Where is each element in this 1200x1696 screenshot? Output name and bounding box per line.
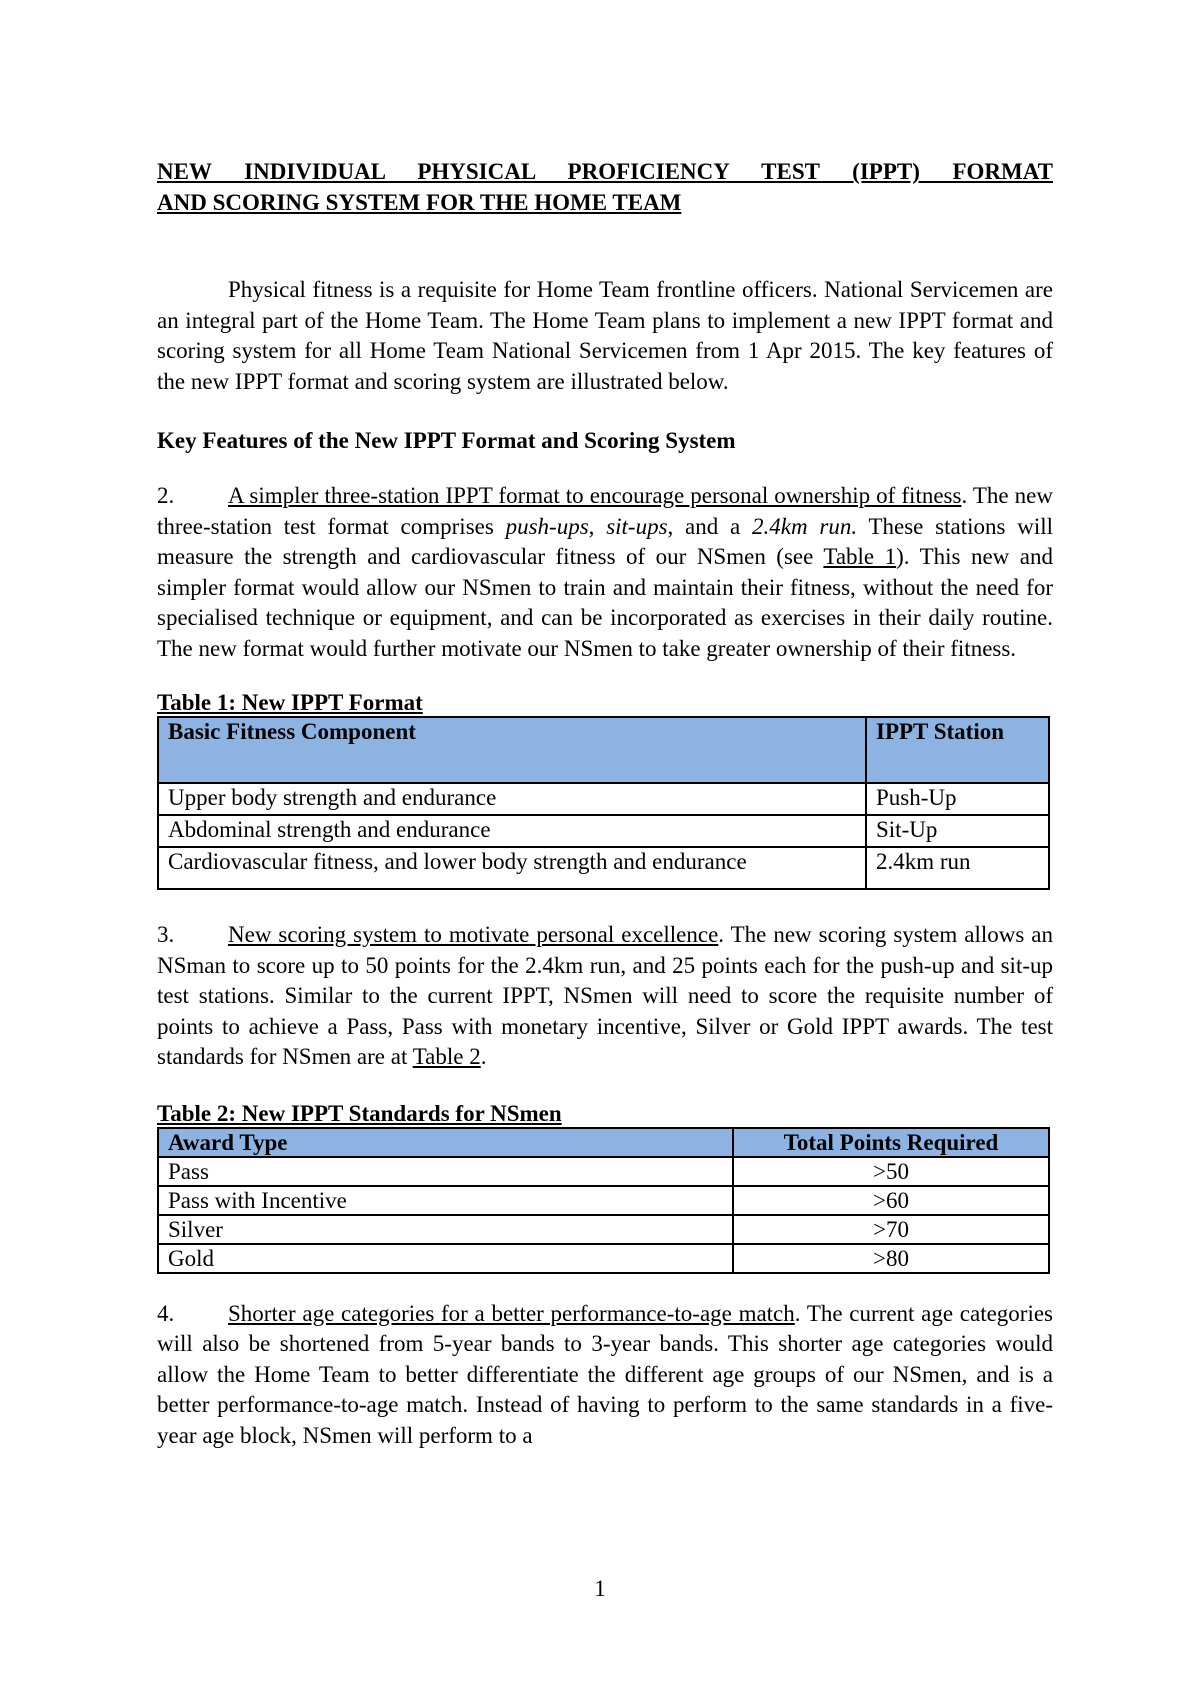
table-1-reference-link[interactable]: Table 1 (823, 544, 897, 569)
table-row (158, 815, 1049, 847)
table-header-row (158, 717, 1049, 783)
ippt-format-table (157, 716, 1050, 890)
table-header-row (158, 1128, 1049, 1157)
table-cell: Gold (158, 1244, 733, 1273)
title-line-1: NEW INDIVIDUAL PHYSICAL PROFICIENCY TEST (IPPT) FORMAT (157, 159, 1053, 184)
table-cell: >70 (733, 1215, 1049, 1244)
table-row (158, 1244, 1049, 1273)
paragraph-lead: New scoring system to motivate personal excellence (228, 922, 719, 947)
table-cell: >80 (733, 1244, 1049, 1273)
table-row (158, 1215, 1049, 1244)
table-header-cell: IPPT Station (866, 717, 1049, 783)
table-2-caption: Table 2: New IPPT Standards for NSmen (157, 1100, 562, 1126)
intro-paragraph: Physical fitness is a requisite for Home Team frontline officers. National Servicemen are an integral part of the Home Team. The Home Team plans to implement a new IPPT format and scoring system for all Home Team National Servicemen from 1 Apr 2015. The key features of the new IPPT format and scoring system are illustrated below. (157, 277, 1053, 394)
table-cell: Pass (158, 1157, 733, 1186)
paragraph-2: 2. A simpler three-station IPPT format to encourage personal ownership of fitness. The new three-station test format comprises push-ups, sit-ups, and a 2.4km run. These stations will measure the strength and cardiovascular fitness of our NSmen (see Table 1). This new and simpler format would allow our NSmen to train and maintain their fitness, without the need for specialised technique or equipment, and can be incorporated as exercises in their daily routine. The new format would further motivate our NSmen to take greater ownership of their fitness. (157, 483, 1054, 661)
key-features-heading: Key Features of the New IPPT Format and Scoring System (157, 428, 736, 453)
paragraph-number: 2. (157, 483, 175, 508)
paragraph-lead: A simpler three-station IPPT format to encourage personal ownership of fitness (228, 483, 962, 508)
paragraph-number: 3. (157, 922, 175, 947)
paragraph-number: 4. (157, 1300, 175, 1326)
table-1-caption: Table 1: New IPPT Format (157, 690, 423, 715)
table-cell: Pass with Incentive (158, 1186, 733, 1215)
table-row (158, 1157, 1049, 1186)
table-header-cell: Total Points Required (733, 1128, 1049, 1157)
table-cell: Cardiovascular fitness, and lower body strength and endurance (158, 847, 866, 889)
paragraph-3: 3. New scoring system to motivate personal excellence. The new scoring system allows an NSman to score up to 50 points for the 2.4km run, and 25 points each for the push-up and sit-up test stations. Similar to the current IPPT, NSmen will need to score the requisite number of points to achieve a Pass, Pass with monetary incentive, Silver or Gold IPPT awards. The test standards for NSmen are at Table 2. (157, 922, 1053, 1069)
table-cell: 2.4km run (866, 847, 1049, 889)
table-row (158, 847, 1049, 889)
table-cell: >60 (733, 1186, 1049, 1215)
title-line-2: AND SCORING SYSTEM FOR THE HOME TEAM (157, 190, 682, 215)
table-header-cell: Basic Fitness Component (158, 717, 866, 783)
table-cell: Push-Up (866, 783, 1049, 815)
ippt-standards-table (157, 1127, 1050, 1274)
table-cell: Silver (158, 1215, 733, 1244)
table-cell: Upper body strength and endurance (158, 783, 866, 815)
document-title (157, 156, 1053, 218)
table-row (158, 783, 1049, 815)
table-2-reference-link[interactable]: Table 2 (412, 1044, 481, 1069)
table-cell: >50 (733, 1157, 1049, 1186)
page-number: 1 (594, 1576, 606, 1601)
paragraph-lead: Shorter age categories for a better performance-to-age match (228, 1300, 795, 1326)
table-cell: Sit-Up (866, 815, 1049, 847)
table-row (158, 1186, 1049, 1215)
table-header-cell: Award Type (158, 1128, 733, 1157)
document-content (157, 156, 1053, 1451)
paragraph-4: 4. Shorter age categories for a better performance-to-age match. The current age categories will also be shortened from 5-year bands to 3-year bands. This shorter age categories would allow the Home Team to better differentiate the different age groups of our NSmen, and is a better performance-to-age match. Instead of having to perform to the same standards in a five-year age block, NSmen will perform to a (157, 1300, 1054, 1448)
table-cell: Abdominal strength and endurance (158, 815, 866, 847)
